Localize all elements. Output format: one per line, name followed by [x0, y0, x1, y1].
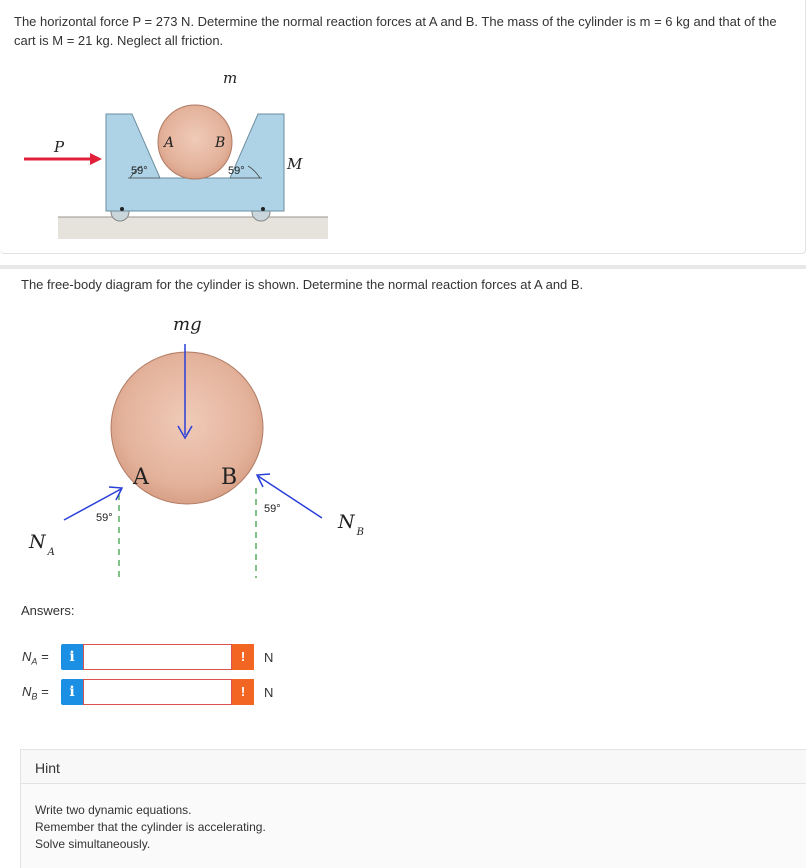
na-label: $N_A$ =	[22, 649, 49, 667]
fbd-angle-right: 59°	[264, 503, 281, 515]
answers-heading: Answers:	[21, 603, 75, 618]
nb-label: $N_B$ =	[22, 684, 49, 702]
label-m: m	[223, 69, 238, 87]
hint-title: Hint	[35, 760, 60, 776]
hint-line: Remember that the cylinder is accelerating.	[35, 820, 266, 834]
warning-icon[interactable]: !	[232, 679, 254, 705]
free-body-diagram	[20, 300, 400, 590]
fbd-label-B: B	[221, 465, 238, 490]
section-divider	[0, 265, 806, 269]
nb-input[interactable]	[83, 679, 232, 705]
nb-unit: N	[264, 685, 274, 700]
fbd-label-A: A	[133, 465, 149, 490]
ground	[58, 217, 328, 239]
na-input[interactable]	[83, 644, 232, 670]
hint-panel	[20, 749, 806, 868]
problem-card	[0, 0, 806, 254]
label-NB: N $_B$	[338, 511, 364, 538]
label-NA: N $_A$	[29, 531, 55, 558]
label-M: M	[287, 155, 303, 173]
warning-icon[interactable]: !	[232, 644, 254, 670]
fbd-angle-left: 59°	[96, 512, 113, 524]
info-icon[interactable]: i	[61, 679, 83, 705]
fbd-instruction: The free-body diagram for the cylinder is shown. Determine the normal reaction forces at A and B.	[21, 277, 584, 292]
label-P: P	[54, 138, 65, 156]
angle-left: 59°	[131, 165, 148, 177]
hint-body	[35, 802, 266, 853]
na-unit: N	[264, 650, 274, 665]
label-A: A	[164, 135, 175, 151]
hint-line: Write two dynamic equations.	[35, 803, 192, 817]
problem-statement: The horizontal force P = 273 N. Determine the normal reaction forces at A and B. The mass of the cylinder is m = 6 kg and that of the cart is M = 21 kg. Neglect all friction.	[14, 14, 777, 48]
cart-figure	[20, 66, 330, 246]
info-icon[interactable]: i	[61, 644, 83, 670]
angle-right: 59°	[228, 165, 245, 177]
hint-header[interactable]	[21, 750, 806, 784]
label-B: B	[215, 135, 226, 151]
hint-line: Solve simultaneously.	[35, 837, 151, 851]
label-mg: mg	[173, 314, 202, 335]
